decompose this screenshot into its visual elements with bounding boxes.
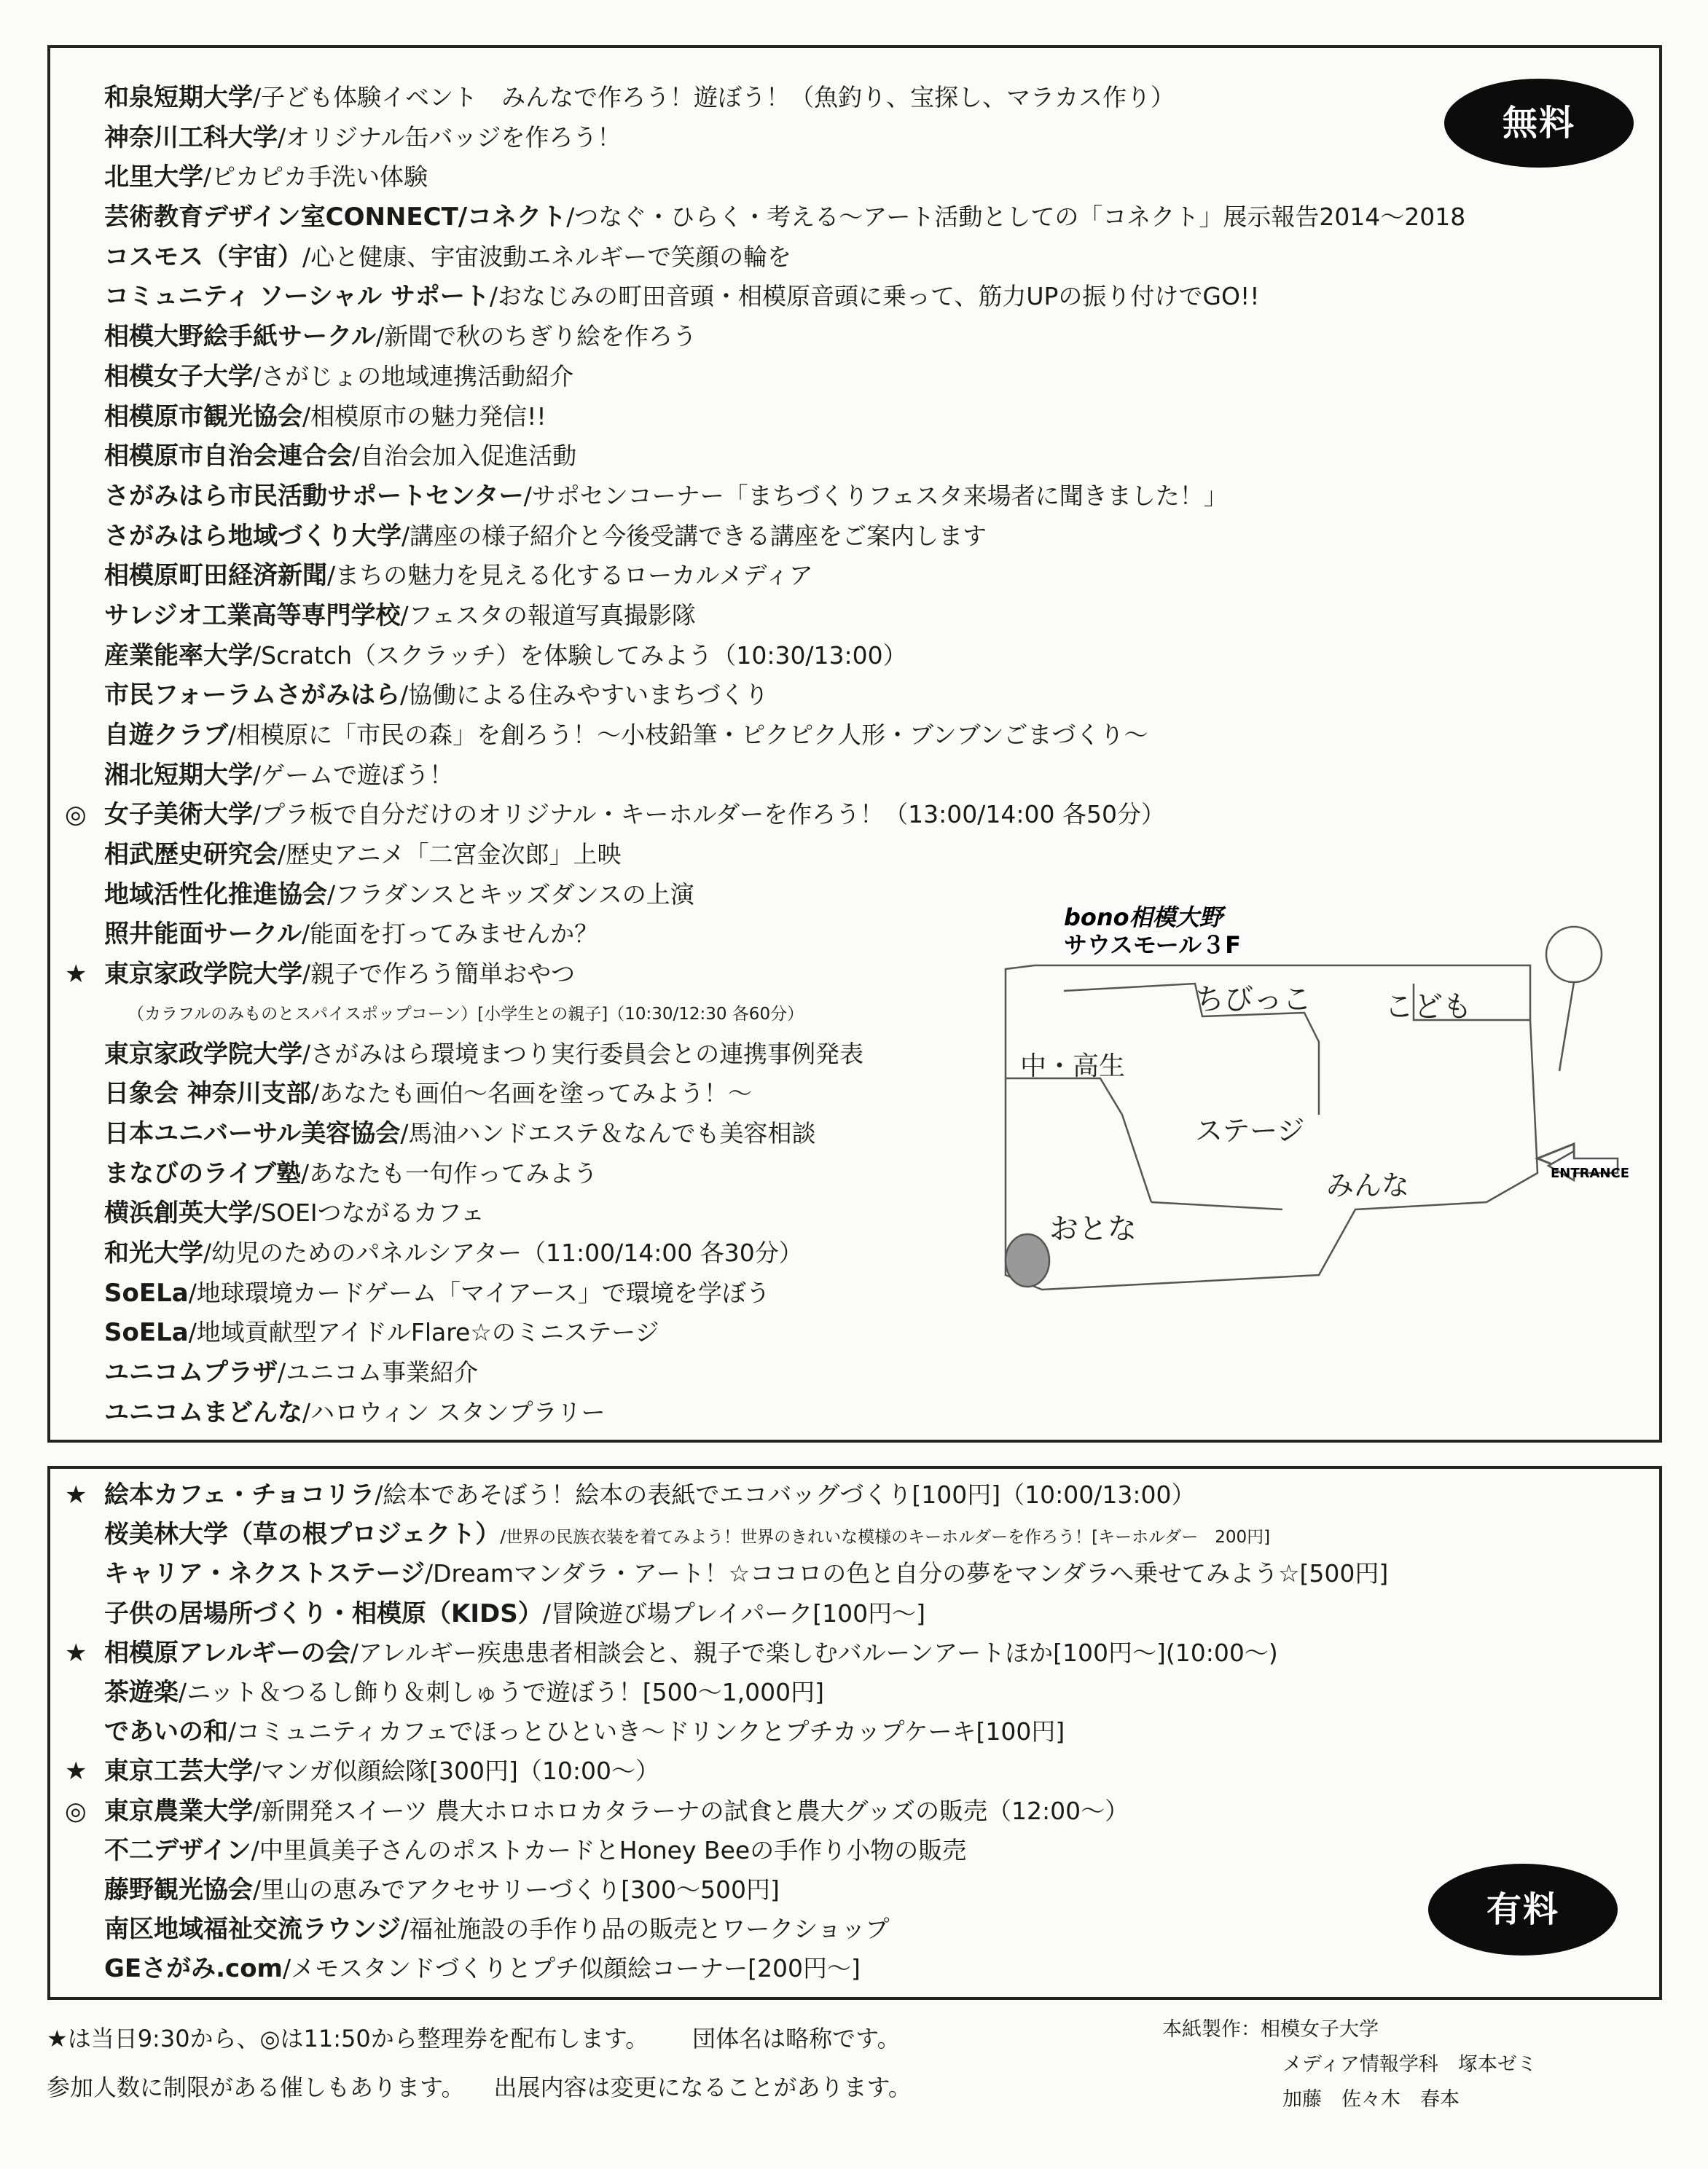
exhibitor-name: ユニコムプラザ (104, 1358, 278, 1387)
exhibitor-row (55, 556, 1465, 596)
exhibitor-description: /里山の恵みでアクセサリーづくり[300～500円] (253, 1875, 780, 1904)
exhibitor-name: まなびのライブ塾 (104, 1158, 301, 1188)
zone-stage: ステージ (1195, 1115, 1305, 1147)
exhibitor-name: 日象会 神奈川支部 (104, 1079, 311, 1109)
exhibitor-description: /世界の民族衣装を着てみよう！世界のきれいな模様のキーホルダーを作ろう！[キーホルダー 200円] (500, 1528, 1271, 1548)
exhibitor-name: GEさがみ.com (104, 1954, 283, 1984)
exhibitor-name: 芸術教育デザイン室CONNECT/コネクト (104, 203, 567, 232)
exhibitor-name: 藤野観光協会 (104, 1875, 253, 1905)
exhibitor-name: 産業能率大学 (104, 640, 253, 670)
exhibitor-description: /Dreamマンダラ・アート！☆ココロの色と自分の夢をマンダラへ乗せてみよう☆[500円] (424, 1559, 1389, 1588)
exhibitor-name: 市民フォーラムさがみはら (104, 680, 400, 710)
exhibitor-row (55, 357, 1465, 397)
exhibitor-description: /ゲームで遊ぼう！ (253, 760, 454, 789)
exhibitor-name: 相武歴史研究会 (104, 840, 278, 870)
exhibitor-description: /ピカピカ手洗い体験 (203, 162, 428, 192)
exhibitor-description: /協働による住みやすいまちづくり (399, 680, 769, 710)
exhibitor-description: /絵本であそぼう！絵本の表紙でエコバッグづくり[100円]（10:00/13:00） (375, 1480, 1196, 1509)
exhibitor-row (55, 1949, 1388, 1988)
exhibitor-row (55, 1910, 1388, 1949)
exhibitor-name: ユニコムまどんな (104, 1397, 302, 1427)
ticket-mark: ★ (65, 1480, 87, 1510)
exhibitor-description: /フェスタの報道写真撮影隊 (400, 600, 696, 629)
exhibitor-name: 東京農業大学 (104, 1796, 253, 1826)
exhibitor-row (55, 715, 1465, 756)
exhibitor-row (55, 1673, 1388, 1712)
exhibitor-description: /ニット＆つるし飾り＆刺しゅうで遊ぼう！[500～1,000円] (179, 1677, 825, 1706)
exhibitor-description: /あなたも一句作ってみよう (300, 1158, 598, 1188)
exhibitor-name: であいの和 (104, 1717, 228, 1747)
exhibitor-name: SoELa (104, 1278, 189, 1308)
exhibitor-description: /さがじょの地域連携活動紹介 (253, 361, 574, 391)
exhibitor-row (55, 78, 1465, 118)
exhibitor-description: /つなぐ・ひらく・考える～アート活動としての「コネクト」展示報告2014～2018 (566, 203, 1466, 232)
exhibitor-row (55, 277, 1465, 317)
exhibitor-description: /新聞で秋のちぎり絵を作ろう (375, 322, 697, 351)
exhibitor-description: /馬油ハンドエステ＆なんでも美容相談 (400, 1118, 816, 1148)
exhibitor-description: /冒険遊び場プレイパーク[100円～] (542, 1599, 925, 1628)
footnotes (47, 2015, 912, 2112)
exhibitor-name: 東京家政学院大学 (104, 960, 302, 989)
zone-adults: おとな (1049, 1212, 1137, 1246)
exhibitor-name: 日本ユニバーサル美容協会 (104, 1118, 401, 1148)
exhibitor-row (55, 1633, 1388, 1673)
zone-everyone: みんな (1326, 1169, 1410, 1201)
paid-badge: 有料 (1428, 1864, 1618, 1956)
credit-names: 加藤 佐々木 春本 (1282, 2088, 1460, 2111)
exhibitor-description: /Scratch（スクラッチ）を体験してみよう（10:30/13:00） (253, 640, 907, 670)
balloon-icon (1546, 927, 1602, 982)
exhibitor-description: /自治会加入促進活動 (352, 442, 577, 471)
exhibitor-row (55, 596, 1465, 636)
exhibitor-row (55, 118, 1465, 158)
exhibitor-row (55, 636, 1465, 676)
exhibitor-name: 神奈川工科大学 (104, 122, 278, 152)
exhibitor-description: /地球環境カードゲーム「マイアース」で環境を学ぼう (188, 1278, 770, 1307)
zone-kids: こども (1384, 990, 1472, 1024)
map-title-1: bono相模大野 (1064, 903, 1223, 931)
free-badge: 無料 (1444, 79, 1634, 168)
exhibitor-name: 絵本カフェ・チョコリラ (104, 1480, 375, 1510)
ticket-mark: ★ (65, 1638, 87, 1668)
exhibitor-row (55, 1475, 1388, 1515)
exhibitor-row (55, 517, 1465, 557)
exhibitor-description: /親子で作ろう簡単おやつ (302, 960, 576, 989)
exhibitor-name: さがみはら市民活動サポートセンター (104, 481, 524, 511)
exhibitor-description: /おなじみの町田音頭・相模原音頭に乗って、筋力UPの振り付けでGO!! (489, 282, 1260, 311)
exhibitor-description: /さがみはら環境まつり実行委員会との連携事例発表 (302, 1039, 864, 1068)
exhibitor-row (55, 1831, 1388, 1870)
exhibitor-name: 桜美林大学（草の根プロジェクト） (104, 1520, 501, 1550)
exhibitor-name: SoELa (104, 1318, 189, 1348)
exhibitor-name: 横浜創英大学 (104, 1199, 253, 1228)
exhibitor-name: 湘北短期大学 (104, 760, 253, 790)
entrance-label: ENTRANCE (1551, 1166, 1629, 1181)
exhibitor-row (55, 197, 1465, 238)
note-abbrev: 団体名は略称です。 (692, 2025, 901, 2052)
exhibitor-description: /メモスタンドづくりとプチ似顔絵コーナー[200円～] (283, 1954, 861, 1983)
exhibitor-description: /あなたも画伯～名画を塗ってみよう！～ (310, 1079, 752, 1108)
exhibitor-description: /歴史アニメ「二宮金次郎」上映 (278, 840, 622, 869)
exhibitor-name: 相模女子大学 (104, 361, 253, 391)
exhibitor-row (55, 476, 1465, 517)
exhibitor-name: 東京家政学院大学 (104, 1039, 302, 1069)
zone-kids-small: ちびっこ (1195, 983, 1312, 1016)
exhibitor-description: （カラフルのみものとスパイスポップコーン）[小学生との親子]（10:30/12:30 各60分） (128, 1004, 804, 1024)
zone-teens: 中・高生 (1020, 1051, 1126, 1081)
exhibitor-description: /地域貢献型アイドルFlare☆のミニステージ (188, 1318, 659, 1347)
exhibitor-row (55, 238, 1465, 278)
note-changes: 出展内容は変更になることがあります。 (493, 2074, 912, 2101)
credits (1162, 2012, 1537, 2117)
exhibitor-description: /相模原に「市民の森」を創ろう！～小枝鉛筆・ピクピク人形・ブンブンごまづくり～ (228, 721, 1148, 749)
exhibitor-name: サレジオ工業高等専門学校 (104, 600, 401, 630)
ticket-mark: ◎ (65, 800, 87, 830)
exhibitor-name: 地域活性化推進協会 (104, 879, 327, 909)
exhibitor-description: /講座の様子紹介と今後受講できる講座をご案内します (401, 521, 987, 550)
exhibitor-description: /子ども体験イベント みんなで作ろう！遊ぼう！（魚釣り、宝探し、マラカス作り） (253, 83, 1175, 111)
exhibitor-name: 相模原アレルギーの会 (104, 1638, 350, 1668)
exhibitor-row (55, 157, 1465, 197)
exhibitor-row (55, 1393, 1465, 1433)
exhibitor-description: /心と健康、宇宙波動エネルギーで笑顔の輪を (302, 242, 792, 271)
exhibitor-description: /新開発スイーツ 農大ホロホロカタラーナの試食と農大グッズの販売（12:00～） (253, 1796, 1129, 1825)
exhibitor-description: /サポセンコーナー「まちづくりフェスタ来場者に聞きました！」 (523, 481, 1228, 510)
exhibitor-name: 和泉短期大学 (104, 83, 253, 112)
exhibitor-row (55, 795, 1465, 835)
exhibitor-description: /ハロウィン スタンプラリー (302, 1397, 606, 1427)
exhibitor-row (55, 1870, 1388, 1910)
exhibitor-name: キャリア・ネクストステージ (104, 1559, 425, 1589)
exhibitor-description: /アレルギー疾患患者相談会と、親子で楽しむバルーンアートほか[100円～](10:00～) (350, 1638, 1278, 1667)
exhibitor-name: 子供の居場所づくり・相模原（KIDS） (104, 1599, 543, 1628)
exhibitor-name: 東京工芸大学 (104, 1757, 253, 1786)
exhibitor-description: /コミュニティカフェでほっとひといき～ドリンクとプチカップケーキ[100円] (228, 1717, 1065, 1746)
venue-map (976, 896, 1647, 1362)
exhibitor-name: コミュニティ ソーシャル サポート (104, 282, 490, 312)
exhibitor-row (55, 1712, 1388, 1752)
balloon-icon (1006, 1234, 1049, 1287)
exhibitor-row (55, 397, 1465, 437)
exhibitor-row (55, 1554, 1388, 1593)
ticket-mark: ★ (65, 960, 87, 989)
exhibitor-name: 茶遊楽 (104, 1677, 179, 1707)
exhibitor-name: さがみはら地域づくり大学 (104, 521, 401, 551)
exhibitor-name: 相模原市自治会連合会 (104, 442, 352, 471)
exhibitor-row (55, 1752, 1388, 1791)
exhibitor-name: 和光大学 (104, 1238, 203, 1268)
credit-producer: 本紙製作：相模女子大学 (1162, 2018, 1379, 2041)
exhibitor-name: 相模大野絵手紙サークル (104, 322, 376, 352)
exhibitor-description: /プラ板で自分だけのオリジナル・キーホルダーを作ろう！（13:00/14:00 各50分） (253, 800, 1165, 829)
exhibitor-row (55, 756, 1465, 796)
exhibitor-row (55, 436, 1465, 476)
exhibitor-name: 相模原町田経済新聞 (104, 561, 327, 591)
exhibitor-name: 自遊クラブ (104, 721, 228, 750)
exhibitor-description: /まちの魅力を見える化するローカルメディア (327, 561, 813, 590)
exhibitor-row (55, 1594, 1388, 1633)
exhibitor-description: /ユニコム事業紹介 (278, 1358, 479, 1386)
exhibitor-row (55, 675, 1465, 715)
exhibitor-name: 南区地域福祉交流ラウンジ (104, 1915, 401, 1945)
exhibitor-description: /能面を打ってみませんか？ (301, 919, 599, 949)
exhibitor-description: /幼児のためのパネルシアター（11:00/14:00 各30分） (203, 1238, 803, 1267)
exhibitor-row (55, 835, 1465, 875)
exhibitor-name: 北里大学 (104, 162, 203, 192)
exhibitor-name: 不二デザイン (104, 1835, 251, 1865)
exhibitor-name: 女子美術大学 (104, 800, 253, 830)
exhibitor-description: /フラダンスとキッズダンスの上演 (327, 879, 694, 909)
exhibitor-description: /オリジナル缶バッジを作ろう！ (278, 122, 622, 152)
ticket-mark: ◎ (65, 1796, 87, 1826)
exhibitor-row (55, 1792, 1388, 1831)
note-tickets: ★は当日9:30から、◎は11:50から整理券を配布します。 (47, 2025, 649, 2052)
exhibitor-description: /マンガ似顔絵隊[300円]（10:00～） (253, 1757, 659, 1786)
exhibitor-description: /中里眞美子さんのポストカードとHoney Beeの手作り小物の販売 (251, 1835, 967, 1864)
note-capacity: 参加人数に制限がある催しもあります。 (47, 2074, 465, 2101)
exhibitor-name: 照井能面サークル (104, 919, 302, 949)
exhibitor-description: /福祉施設の手作り品の販売とワークショップ (401, 1915, 890, 1944)
credit-dept: メディア情報学科 塚本ゼミ (1282, 2053, 1537, 2076)
exhibitor-description: /相模原市の魅力発信!! (302, 401, 547, 431)
exhibitor-name: 相模原市観光協会 (104, 401, 302, 431)
paid-exhibitor-list (55, 1475, 1388, 1988)
exhibitor-description: /SOEIつながるカフェ (253, 1199, 485, 1228)
ticket-mark: ★ (65, 1757, 87, 1786)
exhibitor-row (55, 317, 1465, 357)
map-title-2: サウスモール３F (1064, 931, 1241, 959)
exhibitor-name: コスモス（宇宙） (104, 242, 302, 272)
exhibitor-row (55, 1515, 1388, 1554)
